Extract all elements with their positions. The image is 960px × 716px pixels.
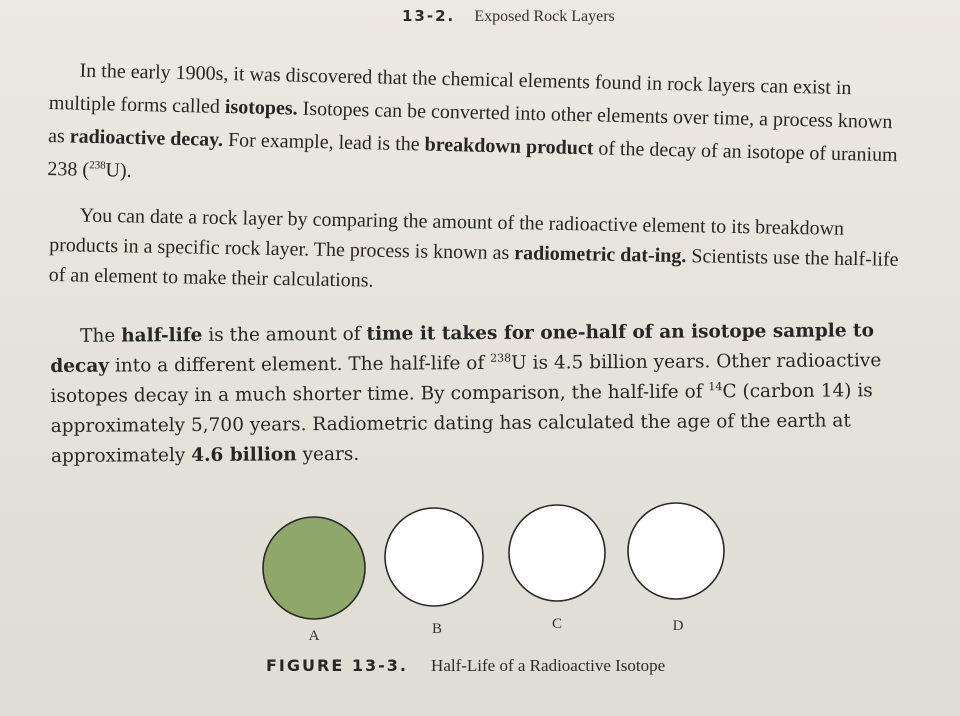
term-radiometric-dating: radiometric dat-ing. xyxy=(514,242,687,268)
caption-title: Half-Life of a Radioactive Isotope xyxy=(431,656,666,675)
circle-c-label: C xyxy=(551,616,563,632)
circle-a-label: A xyxy=(308,628,320,644)
header-figure-title: Exposed Rock Layers xyxy=(474,8,615,25)
term-earth-age: 4.6 billion xyxy=(191,444,297,467)
caption-figure-label: FIGURE 13-3. xyxy=(266,656,408,675)
p3-text-6: years. xyxy=(296,443,360,466)
term-half-life-definition: time it takes for one-half of an isotope sample to decay xyxy=(50,320,874,377)
term-half-life: half-life xyxy=(121,324,203,347)
p1-text-1: In the early 1900s, it was discovered that the chemical elements found in rock layers can exist in multiple forms called xyxy=(48,59,852,118)
term-radioactive-decay: radioactive decay. xyxy=(69,125,224,151)
circle-c xyxy=(509,505,605,601)
p3-text-3: into a different element. The half-life of xyxy=(108,352,491,377)
p2-text-1: You can date a rock layer by comparing the amount of the radioactive element to its breakdown products in a specific rock layer. The process is known as xyxy=(49,204,845,265)
p1-text-4: of the decay of an isotope of uranium 238 ( xyxy=(47,137,898,181)
p1-text-3: For example, lead is the xyxy=(222,128,425,156)
p1-superscript-238: 238 xyxy=(89,159,106,172)
p1-text-2: Isotopes can be converted into other elements over time, a process known as xyxy=(47,97,893,148)
header-figure-label: 13-2. xyxy=(402,7,456,25)
circle-c-group xyxy=(509,505,605,632)
circle-b xyxy=(385,508,483,606)
p1-text-5: U). xyxy=(105,159,132,182)
p3-superscript-238: 238 xyxy=(490,351,512,365)
figure-caption xyxy=(266,656,665,676)
p3-text-1: The xyxy=(80,325,122,347)
p3-text-5: C (carbon 14) is approximately 5,700 years. Radiometric dating has calculated the age of the earth at approximately xyxy=(50,380,873,467)
circle-d xyxy=(628,503,724,599)
term-breakdown-product: breakdown product xyxy=(424,133,594,160)
p3-text-4: U is 4.5 billion years. Other radioactive isotopes decay in a much shorter time. By comparison, the half-life of xyxy=(50,350,882,407)
circle-d-label: D xyxy=(672,618,684,634)
circle-d-group xyxy=(628,503,724,634)
p2-text-2: Scientists use the half-life of an element to make their calculations. xyxy=(48,245,899,292)
circle-a xyxy=(263,517,365,619)
p3-text-2: is the amount of xyxy=(202,323,367,346)
circle-a-group xyxy=(263,517,365,644)
term-isotopes: isotopes. xyxy=(224,95,298,120)
circle-b-group xyxy=(385,508,483,637)
p3-superscript-14: 14 xyxy=(708,380,723,394)
circle-b-label: B xyxy=(431,621,443,637)
